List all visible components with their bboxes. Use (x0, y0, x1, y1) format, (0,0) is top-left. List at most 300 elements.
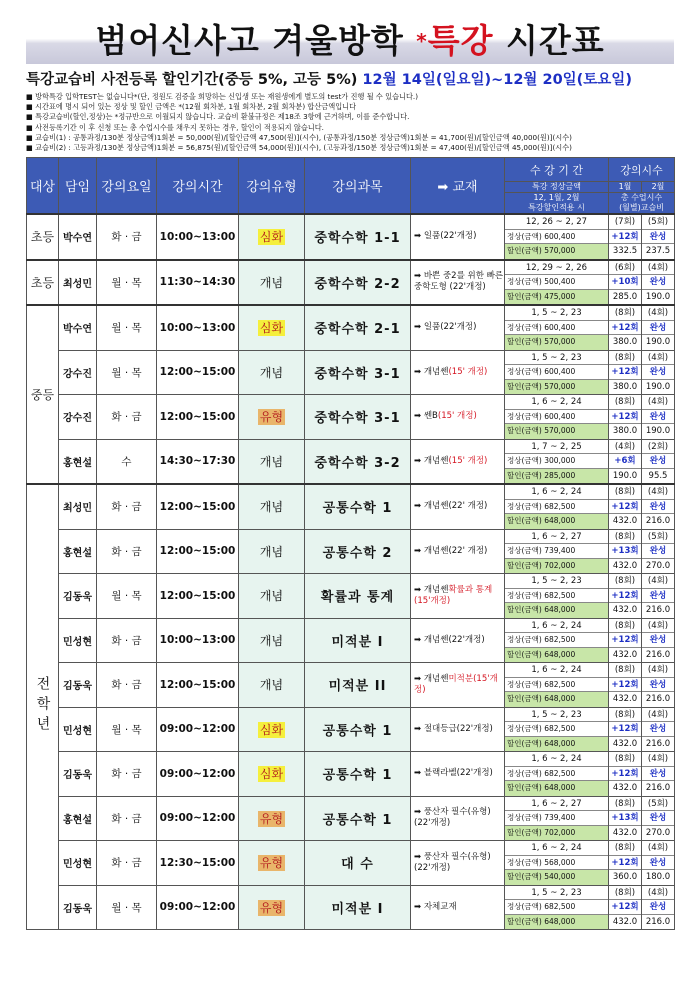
days-cell: 화 · 금 (97, 796, 157, 841)
discount-fee: 할인(금액) 570,000 (505, 424, 608, 439)
time-cell: 12:30~15:00 (157, 841, 239, 886)
fee-cell (505, 305, 609, 350)
target-cell (27, 260, 59, 306)
period-text: 1, 6 ~ 2, 24 (505, 395, 608, 410)
course-cell: 확률과 통계 (305, 574, 411, 619)
sessions-feb-cell (642, 574, 675, 619)
title-special: 특강 (427, 21, 494, 60)
discount-dates: 12월 14일(일요일)~12월 20일(토요일) (362, 72, 632, 88)
schedule-table (26, 157, 675, 930)
type-cell (239, 707, 305, 752)
sessions-jan: (4회) (609, 440, 641, 455)
regular-fee: 정상(금액) 600,400 (505, 410, 608, 425)
sessions-done: 완성 (642, 678, 674, 693)
period-text: 1, 5 ~ 2, 23 (505, 306, 608, 321)
textbook-cell (411, 439, 505, 484)
teacher-cell: 홍현설 (59, 439, 97, 484)
fee-cell (505, 885, 609, 930)
type-badge: 심화 (259, 321, 284, 336)
fee-cell (505, 484, 609, 529)
monthly-fee-feb: 216.0 (645, 694, 671, 705)
header-teacher: 담임 (59, 158, 97, 215)
monthly-fee-jan: 432.0 (612, 783, 638, 794)
regular-fee: 정상(금액) 682,500 (505, 722, 608, 737)
header-fee-sub (505, 193, 609, 215)
sessions-jan: (8회) (609, 663, 641, 678)
sessions-count: +13회 (609, 544, 641, 559)
title-rest: 시간표 (493, 21, 605, 60)
days-cell: 화 · 금 (97, 395, 157, 440)
course-cell: 공통수학 1 (305, 796, 411, 841)
days-cell: 화 · 금 (97, 663, 157, 708)
sessions-jan-cell (609, 707, 642, 752)
notes (26, 92, 674, 153)
fee-cell (505, 752, 609, 797)
monthly-fee-jan: 432.0 (612, 694, 638, 705)
type-badge: 개념 (259, 454, 284, 469)
textbook-text: ➡ 자체교재 (414, 901, 457, 912)
time-cell: 11:30~14:30 (157, 260, 239, 306)
monthly-fee-feb: 216.0 (645, 649, 671, 660)
textbook-cell (411, 885, 505, 930)
type-cell (239, 574, 305, 619)
time-cell: 12:00~15:00 (157, 484, 239, 529)
monthly-fee-feb: 270.0 (645, 827, 671, 838)
sessions-count: +12회 (609, 722, 641, 737)
monthly-fee-jan: 332.5 (612, 246, 638, 257)
course-cell: 중학수학 3-1 (305, 350, 411, 395)
sessions-feb: (4회) (642, 619, 674, 634)
note-line: ■ 방학특강 입학TEST는 없습니다*(단, 정원도 검증을 희망하는 신입생 또는 재원생에게 별도의 test가 진행 될 수 있습니다.) (26, 92, 419, 101)
teacher-cell: 김동욱 (59, 663, 97, 708)
discount-fee: 할인(금액) 570,000 (505, 244, 608, 259)
header-target: 대상 (27, 158, 59, 215)
note-line: ■ 시간표에 명시 되어 있는 정상 및 할인 금액은 *(12월 회차분, 1월 회차분, 2월 회차분) 합산금액입니다 (26, 102, 357, 112)
course-cell: 중학수학 3-2 (305, 439, 411, 484)
monthly-fee-jan: 432.0 (612, 738, 638, 749)
textbook-text: ➡ 풍산자 필수(유형) (22'개정) (414, 851, 491, 873)
header-course: 강의과목 (305, 158, 411, 215)
sessions-count: +12회 (609, 321, 641, 336)
sessions-count: +10회 (609, 275, 641, 290)
regular-fee: 정상(금액) 739,400 (505, 544, 608, 559)
sessions-feb: (5회) (642, 530, 674, 545)
type-badge: 개념 (259, 544, 284, 559)
teacher-cell: 민성현 (59, 707, 97, 752)
target-label: 초등 (30, 230, 55, 245)
textbook-cell (411, 707, 505, 752)
type-badge: 심화 (259, 722, 284, 737)
monthly-fee-jan: 360.0 (612, 872, 638, 883)
days-cell: 화 · 금 (97, 484, 157, 529)
time-cell: 14:30~17:30 (157, 439, 239, 484)
sessions-feb-cell (642, 796, 675, 841)
textbook-cell (411, 841, 505, 886)
sessions-feb-cell (642, 707, 675, 752)
sessions-count: +12회 (609, 589, 641, 604)
sessions-feb-cell (642, 305, 675, 350)
time-cell: 10:00~13:00 (157, 305, 239, 350)
monthly-fee-feb: 216.0 (645, 605, 671, 616)
sessions-feb-cell (642, 350, 675, 395)
teacher-cell: 박수연 (59, 305, 97, 350)
title-star: * (416, 29, 428, 53)
sessions-done: 완성 (642, 856, 674, 871)
sessions-jan: (8회) (609, 841, 641, 856)
type-cell (239, 885, 305, 930)
textbook-edition: 확률과 통계(15'개정) (414, 584, 493, 606)
monthly-fee-feb: 190.0 (645, 381, 671, 392)
regular-fee: 정상(금액) 682,500 (505, 500, 608, 515)
sessions-done: 완성 (642, 321, 674, 336)
sessions-done: 완성 (642, 454, 674, 469)
teacher-cell: 홍현설 (59, 529, 97, 574)
sessions-done: 완성 (642, 722, 674, 737)
header-days: 강의요일 (97, 158, 157, 215)
days-cell: 월 · 목 (97, 305, 157, 350)
target-label: 초등 (30, 275, 55, 290)
textbook-text: ➡ 쎈B (414, 411, 438, 422)
discount-fee: 할인(금액) 702,000 (505, 826, 608, 841)
days-cell: 월 · 목 (97, 707, 157, 752)
type-cell (239, 663, 305, 708)
textbook-cell (411, 484, 505, 529)
target-cell (27, 305, 59, 484)
textbook-text: ➡ 개념쎈(22' 개정) (414, 501, 488, 512)
type-cell (239, 260, 305, 306)
textbook-cell (411, 350, 505, 395)
sessions-done: 완성 (642, 633, 674, 648)
type-cell (239, 841, 305, 886)
discount-fee: 할인(금액) 475,000 (505, 290, 608, 305)
textbook-text: ➡ 바쁜 중2를 위한 빠른 중학도형 (22'개정) (414, 271, 504, 293)
period-text: 1, 5 ~ 2, 23 (505, 351, 608, 366)
textbook-cell (411, 305, 505, 350)
sessions-feb: (4회) (642, 485, 674, 500)
monthly-fee-jan: 190.0 (612, 470, 638, 481)
monthly-fee-feb: 216.0 (645, 916, 671, 927)
discount-label: 특강교습비 사전등록 할인기간(중등 5%, 고등 5%) (26, 72, 363, 88)
type-cell (239, 529, 305, 574)
sessions-feb: (2회) (642, 440, 674, 455)
sessions-count: +12회 (609, 410, 641, 425)
sessions-feb-cell (642, 214, 675, 260)
textbook-cell (411, 618, 505, 663)
days-cell: 화 · 금 (97, 529, 157, 574)
textbook-text: ➡ 개념쎈 (414, 673, 449, 684)
sessions-count: +13회 (609, 811, 641, 826)
sessions-count: +12회 (609, 678, 641, 693)
period-text: 1, 6 ~ 2, 24 (505, 752, 608, 767)
sessions-jan-cell (609, 350, 642, 395)
regular-fee: 정상(금액) 682,500 (505, 900, 608, 915)
course-cell: 공통수학 2 (305, 529, 411, 574)
note-line: ■ 사전등록기간 이 후 신청 또는 총 수업시수를 채우지 못하는 경우, 할인이 적용되지 않습니다. (26, 122, 324, 132)
textbook-text: ➡ 일품(22'개정) (414, 231, 477, 242)
monthly-fee-jan: 432.0 (612, 916, 638, 927)
sessions-jan: (8회) (609, 530, 641, 545)
sessions-jan: (7회) (609, 215, 641, 230)
fee-cell (505, 395, 609, 440)
discount-fee: 할인(금액) 648,000 (505, 915, 608, 930)
sessions-feb-cell (642, 484, 675, 529)
type-badge: 개념 (259, 365, 284, 380)
regular-fee: 정상(금액) 682,500 (505, 589, 608, 604)
sessions-feb-cell (642, 885, 675, 930)
textbook-cell (411, 574, 505, 619)
monthly-fee-jan: 380.0 (612, 426, 638, 437)
textbook-text: ➡ 블랙라벨(22'개정) (414, 768, 493, 779)
days-cell: 월 · 목 (97, 574, 157, 619)
note-line: ■ 특강교습비(할인,정상)는 *정규반으로 이월되지 않습니다. 교습비 환불규정은 제18조 3항에 근거하며, 이를 준수합니다. (26, 112, 410, 122)
sessions-jan-cell (609, 305, 642, 350)
sessions-count: +12회 (609, 767, 641, 782)
target-cell (27, 484, 59, 930)
days-cell: 화 · 금 (97, 752, 157, 797)
textbook-cell (411, 663, 505, 708)
days-cell: 수 (97, 439, 157, 484)
fee-cell (505, 214, 609, 260)
sessions-count: +12회 (609, 500, 641, 515)
type-cell (239, 484, 305, 529)
header-type: 강의유형 (239, 158, 305, 215)
textbook-edition: (15' 개정) (448, 455, 488, 466)
sessions-jan: (8회) (609, 574, 641, 589)
type-cell (239, 214, 305, 260)
discount-fee: 할인(금액) 648,000 (505, 514, 608, 529)
sessions-done: 완성 (642, 544, 674, 559)
sessions-feb: (4회) (642, 841, 674, 856)
monthly-fee-feb: 216.0 (645, 783, 671, 794)
time-cell: 12:00~15:00 (157, 350, 239, 395)
fee-cell (505, 663, 609, 708)
type-cell (239, 305, 305, 350)
textbook-edition: 미적분(15'개정) (414, 673, 498, 695)
days-cell: 월 · 목 (97, 350, 157, 395)
sessions-done: 완성 (642, 811, 674, 826)
sessions-jan-cell (609, 618, 642, 663)
schedule-row (27, 752, 675, 797)
sessions-feb-cell (642, 260, 675, 306)
schedule-row (27, 305, 675, 350)
sessions-count: +12회 (609, 633, 641, 648)
textbook-edition: (15' 개정) (448, 366, 488, 377)
header-sessions: 강의시수 (609, 158, 675, 182)
discount-fee: 할인(금액) 285,000 (505, 469, 608, 484)
textbook-text: ➡ 개념쎈 (414, 366, 449, 377)
discount-fee: 할인(금액) 648,000 (505, 781, 608, 796)
header-total-sessions: 총 수업시수 (620, 193, 663, 203)
schedule-body (27, 214, 675, 930)
sessions-feb-cell (642, 439, 675, 484)
schedule-row (27, 841, 675, 886)
header-period: 수 강 기 간 (505, 158, 609, 182)
type-badge: 개념 (259, 633, 284, 648)
time-cell: 09:00~12:00 (157, 885, 239, 930)
sessions-feb: (4회) (642, 351, 674, 366)
regular-fee: 정상(금액) 682,500 (505, 767, 608, 782)
textbook-text: ➡ 풍산자 필수(유형) (22'개정) (414, 807, 491, 829)
sessions-feb: (4회) (642, 708, 674, 723)
teacher-cell: 김동욱 (59, 885, 97, 930)
course-cell: 공통수학 1 (305, 484, 411, 529)
sessions-feb: (4회) (642, 261, 674, 276)
sessions-feb: (5회) (642, 215, 674, 230)
period-text: 1, 6 ~ 2, 24 (505, 663, 608, 678)
fee-cell (505, 707, 609, 752)
monthly-fee-jan: 380.0 (612, 381, 638, 392)
period-text: 1, 6 ~ 2, 24 (505, 619, 608, 634)
header-time: 강의시간 (157, 158, 239, 215)
schedule-row (27, 350, 675, 395)
teacher-cell: 최성민 (59, 484, 97, 529)
fee-cell (505, 529, 609, 574)
sessions-jan-cell (609, 885, 642, 930)
sessions-jan: (6회) (609, 261, 641, 276)
sessions-jan-cell (609, 574, 642, 619)
sessions-done: 완성 (642, 230, 674, 245)
regular-fee: 정상(금액) 739,400 (505, 811, 608, 826)
teacher-cell: 강수진 (59, 350, 97, 395)
period-text: 1, 7 ~ 2, 25 (505, 440, 608, 455)
monthly-fee-feb: 270.0 (645, 560, 671, 571)
course-cell: 중학수학 3-1 (305, 395, 411, 440)
sessions-done: 완성 (642, 767, 674, 782)
textbook-text: ➡ 절대등급(22'개정) (414, 723, 493, 734)
schedule-row (27, 796, 675, 841)
sessions-jan: (8회) (609, 395, 641, 410)
header-fee-sub1: 12, 1월, 2월 (533, 193, 580, 203)
discount-fee: 할인(금액) 648,000 (505, 692, 608, 707)
type-badge: 유형 (259, 900, 284, 915)
sessions-count: +12회 (609, 856, 641, 871)
period-text: 12, 29 ~ 2, 26 (505, 261, 608, 276)
discount-fee: 할인(금액) 540,000 (505, 870, 608, 885)
header-jan: 1월 (609, 182, 642, 193)
monthly-fee-jan: 432.0 (612, 649, 638, 660)
discount-fee: 할인(금액) 648,000 (505, 648, 608, 663)
period-text: 1, 6 ~ 2, 27 (505, 797, 608, 812)
schedule-row (27, 574, 675, 619)
teacher-cell: 박수연 (59, 214, 97, 260)
sessions-jan: (8회) (609, 351, 641, 366)
discount-fee: 할인(금액) 648,000 (505, 603, 608, 618)
textbook-edition: (15' 개정) (437, 411, 477, 422)
course-cell: 중학수학 2-1 (305, 305, 411, 350)
discount-fee: 할인(금액) 570,000 (505, 380, 608, 395)
schedule-row (27, 439, 675, 484)
sessions-done: 완성 (642, 275, 674, 290)
regular-fee: 정상(금액) 500,400 (505, 275, 608, 290)
days-cell: 화 · 금 (97, 214, 157, 260)
schedule-row (27, 214, 675, 260)
type-cell (239, 439, 305, 484)
monthly-fee-feb: 95.5 (648, 470, 668, 481)
page-title (26, 18, 674, 64)
course-cell: 공통수학 1 (305, 707, 411, 752)
regular-fee: 정상(금액) 600,400 (505, 230, 608, 245)
monthly-fee-jan: 432.0 (612, 827, 638, 838)
sessions-jan-cell (609, 529, 642, 574)
header-fee-label: 특강 정상금액 (505, 182, 609, 193)
monthly-fee-jan: 432.0 (612, 560, 638, 571)
type-cell (239, 395, 305, 440)
fee-cell (505, 350, 609, 395)
note-line: ■ 교습비(2) : 고등과정/130분 정상금액)1회분 = 56,875(원)/[할인금액 54,000(원)](시수), (고등과정/150분 정상금액)1회분 = 47,400(원)/[할인금액 45,000(원)](시수) (26, 143, 572, 153)
header-fee-sub2: 특강할인적용 시 (528, 203, 585, 213)
sessions-jan-cell (609, 214, 642, 260)
target-label: 전학년 (34, 675, 51, 736)
sessions-jan: (8회) (609, 619, 641, 634)
period-text: 1, 5 ~ 2, 23 (505, 886, 608, 901)
monthly-fee-jan: 432.0 (612, 605, 638, 616)
sessions-jan: (8회) (609, 797, 641, 812)
course-cell: 미적분 I (305, 885, 411, 930)
monthly-fee-jan: 432.0 (612, 516, 638, 527)
fee-cell (505, 574, 609, 619)
textbook-cell (411, 752, 505, 797)
sessions-feb-cell (642, 841, 675, 886)
type-badge: 유형 (259, 811, 284, 826)
schedule-row (27, 484, 675, 529)
fee-cell (505, 260, 609, 306)
header-feb: 2월 (642, 182, 675, 193)
monthly-fee-feb: 237.5 (645, 246, 671, 257)
schedule-row (27, 529, 675, 574)
days-cell: 월 · 목 (97, 885, 157, 930)
header-weekly: (월별)교습비 (619, 203, 664, 213)
sessions-count: +6회 (609, 454, 641, 469)
time-cell: 09:00~12:00 (157, 707, 239, 752)
time-cell: 10:00~13:00 (157, 618, 239, 663)
period-text: 1, 6 ~ 2, 24 (505, 841, 608, 856)
type-cell (239, 752, 305, 797)
header-total (609, 193, 675, 215)
schedule-row (27, 395, 675, 440)
sessions-done: 완성 (642, 589, 674, 604)
target-cell (27, 214, 59, 260)
time-cell: 12:00~15:00 (157, 663, 239, 708)
regular-fee: 정상(금액) 568,000 (505, 856, 608, 871)
sessions-jan-cell (609, 439, 642, 484)
sessions-feb: (4회) (642, 395, 674, 410)
regular-fee: 정상(금액) 300,000 (505, 454, 608, 469)
type-badge: 개념 (259, 275, 284, 290)
sessions-feb: (4회) (642, 663, 674, 678)
course-cell: 중학수학 1-1 (305, 214, 411, 260)
days-cell: 화 · 금 (97, 618, 157, 663)
schedule-row (27, 663, 675, 708)
time-cell: 12:00~15:00 (157, 395, 239, 440)
fee-cell (505, 841, 609, 886)
sessions-jan-cell (609, 395, 642, 440)
sessions-jan-cell (609, 752, 642, 797)
course-cell: 미적분 II (305, 663, 411, 708)
sessions-jan-cell (609, 841, 642, 886)
course-cell: 미적분 I (305, 618, 411, 663)
sessions-jan-cell (609, 484, 642, 529)
type-cell (239, 350, 305, 395)
teacher-cell: 김동욱 (59, 574, 97, 619)
textbook-text: ➡ 개념쎈(22'개정) (414, 634, 485, 645)
sessions-feb-cell (642, 752, 675, 797)
period-text: 1, 5 ~ 2, 23 (505, 574, 608, 589)
fee-cell (505, 618, 609, 663)
header-textbook: ➡ 교재 (411, 158, 505, 215)
sessions-count: +12회 (609, 230, 641, 245)
sessions-feb: (4회) (642, 752, 674, 767)
discount-fee: 할인(금액) 570,000 (505, 335, 608, 350)
